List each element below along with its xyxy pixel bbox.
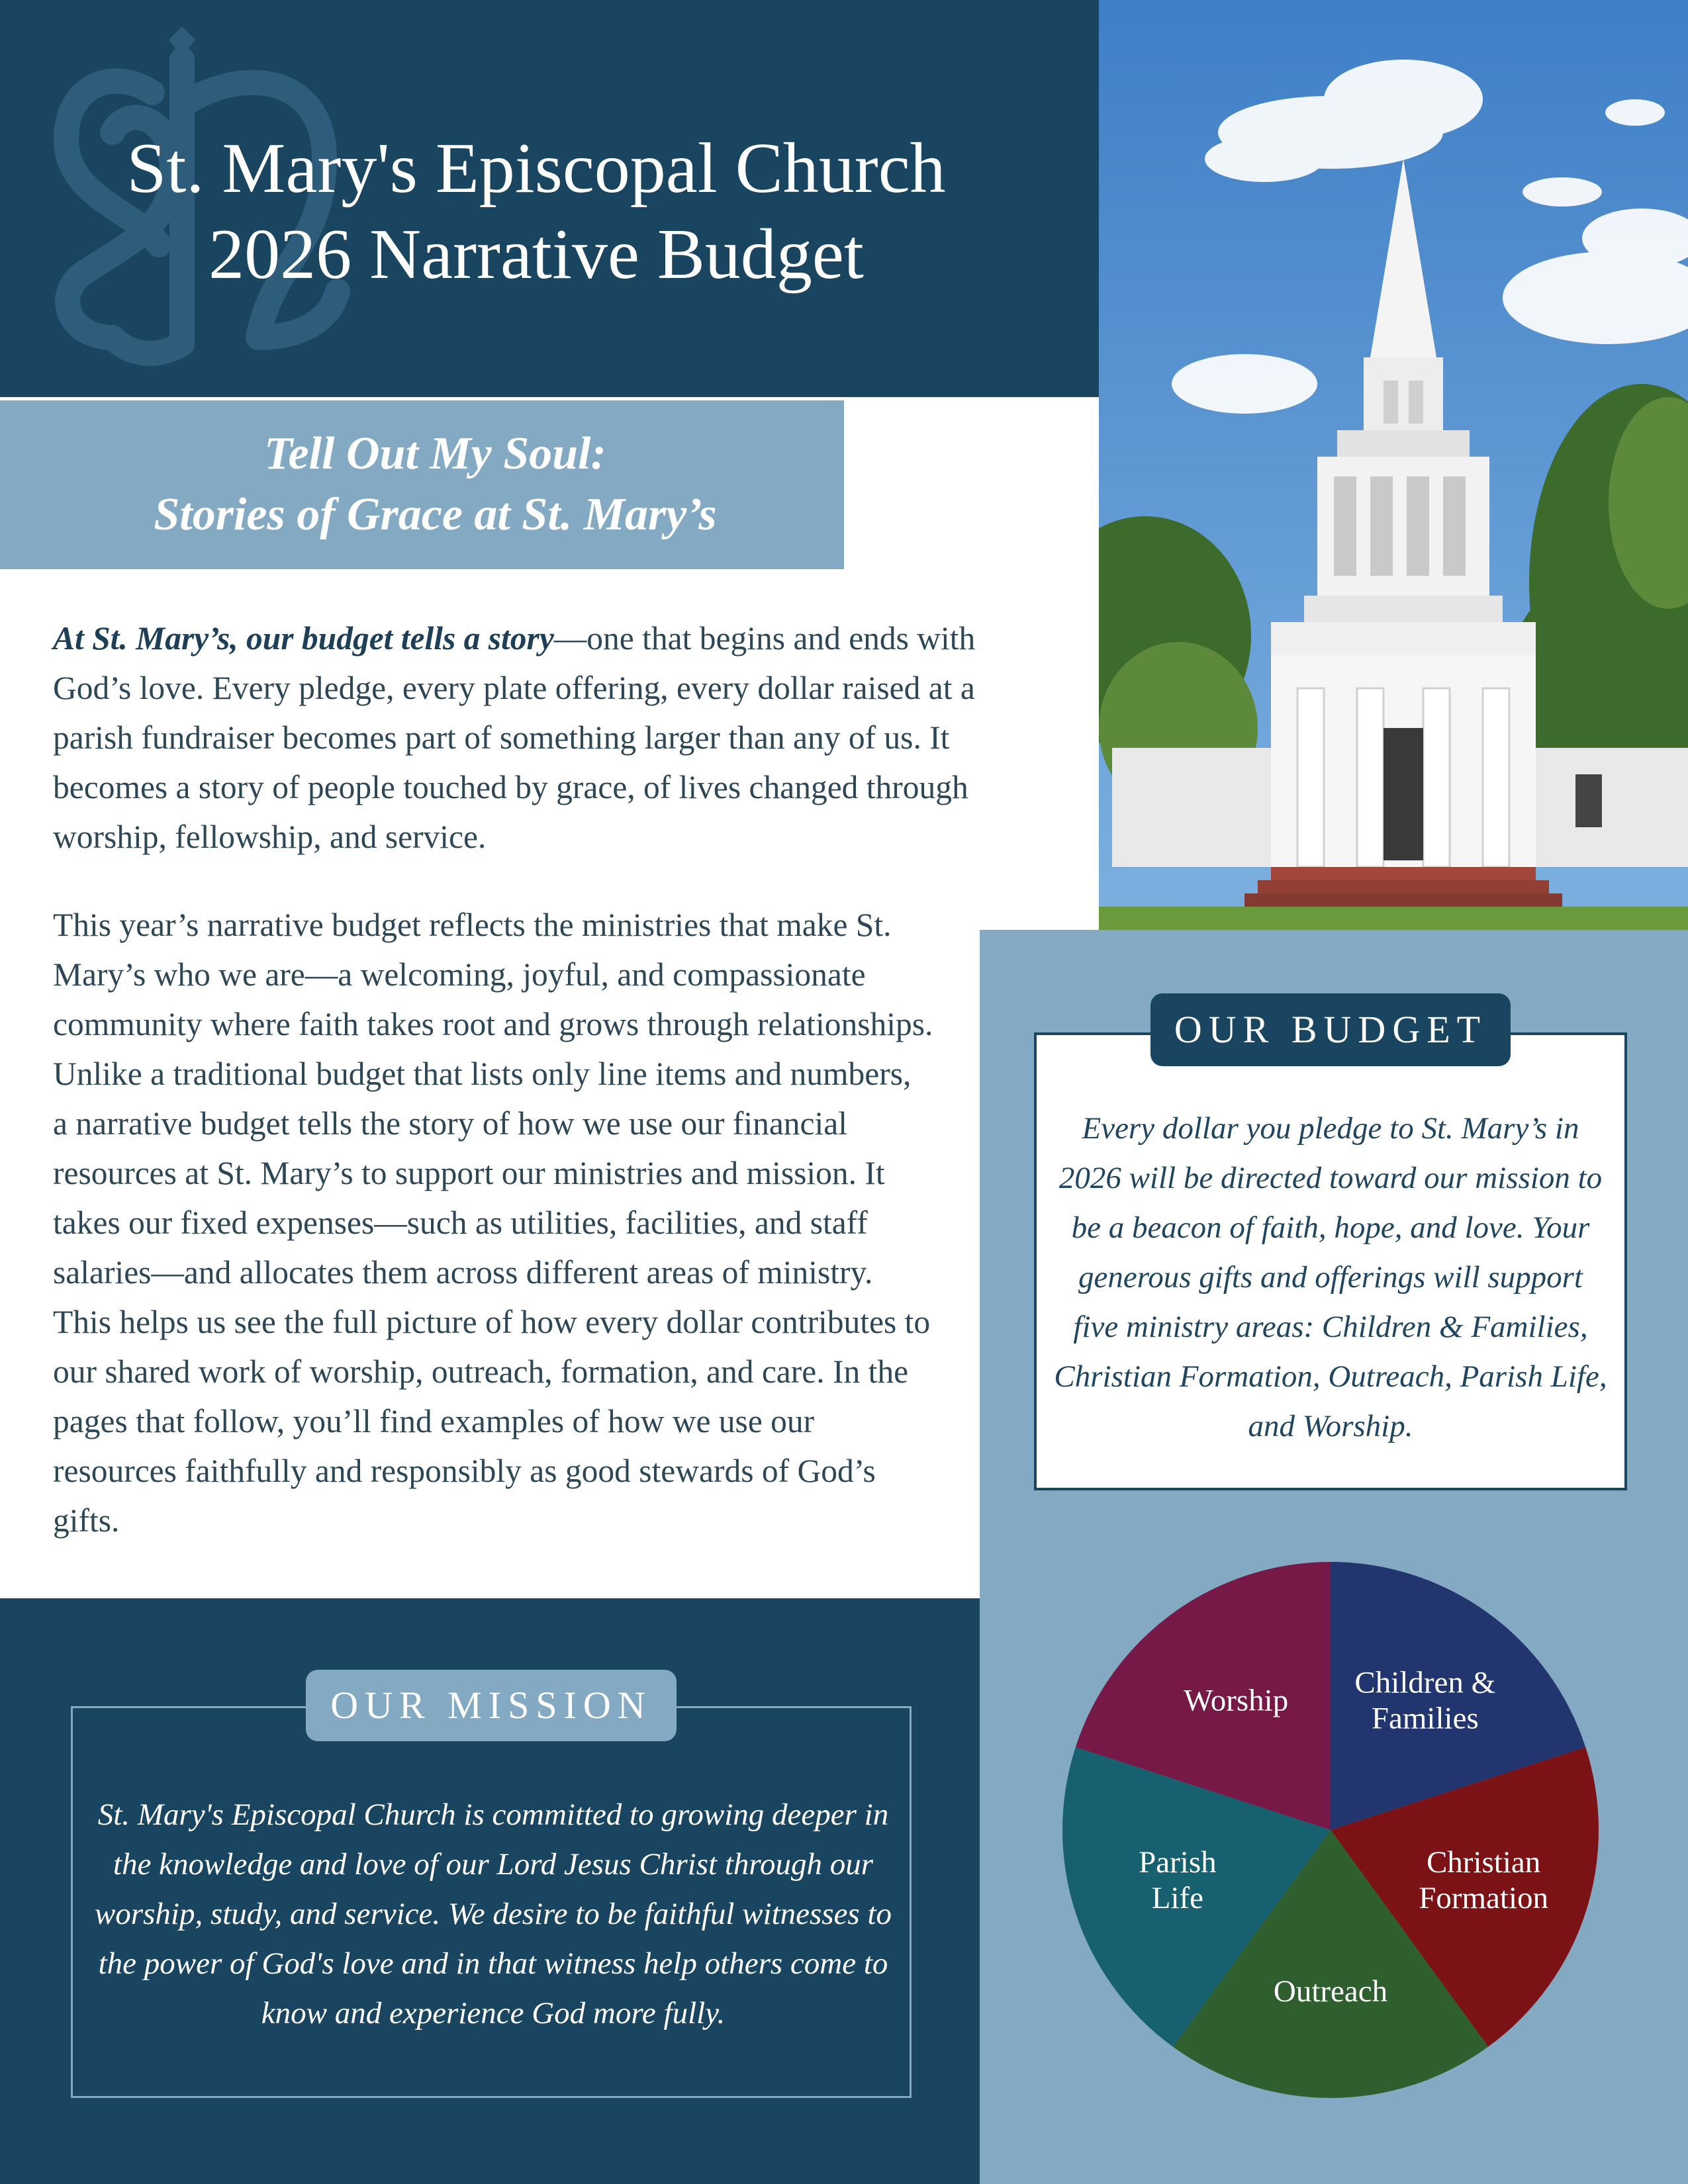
subtitle <box>0 424 870 545</box>
intro-lead: At St. Mary’s, our budget tells a story <box>53 620 554 657</box>
narrative-paragraph: This year’s narrative budget reflects the ministries that make St. Mary’s who we are—a welcoming, joyful, and compassionate community where faith takes root and grows through relationships. Unlike a traditional budget that lists only line items and numbers, a narrative budget tells the story of how we use our financial resources at St. Mary’s to support our ministries and mission. It takes our fixed expenses—such as utilities, facilities, and staff salaries—and allocates them across different areas of ministry. This helps us see the full picture of how every dollar contributes to our shared work of worship, outreach, formation, and care. In the pages that follow, you’ll find examples of how we use our resources faithfully and responsibly as good stewards of God’s gifts. <box>53 907 933 1539</box>
budget-text: Every dollar you pledge to St. Mary’s in 2026 will be directed toward our mission to be a beacon of faith, hope, and love. Your generous gifts and offerings will support five ministry areas: Children & Families, Christian Formation, Outreach, Parish Life, and Worship. <box>1054 1111 1607 1443</box>
mission-heading: OUR MISSION <box>306 1670 677 1741</box>
title-line-2: 2026 Narrative Budget <box>209 215 864 294</box>
pie-label-worship: Worship <box>1184 1683 1289 1718</box>
page-title <box>0 126 1072 298</box>
pie-label-christian-formation: Christian Formation <box>1419 1845 1549 1916</box>
subtitle-line-2: Stories of Grace at St. Mary’s <box>154 489 717 540</box>
title-line-1: St. Mary's Episcopal Church <box>126 129 946 208</box>
pie-label-outreach: Outreach <box>1273 1974 1388 2009</box>
budget-heading: OUR BUDGET <box>1150 993 1511 1066</box>
pie-label-parish-life: Parish Life <box>1139 1845 1217 1916</box>
ministry-pie-chart <box>1059 1559 1602 2101</box>
mission-text: St. Mary's Episcopal Church is committed to growing deeper in the knowledge and love of our Lord Jesus Christ through our worship, study, and service. We desire to be faithful witnesses to the power of God's love and in that witness help others come to know and experience God more fully. <box>94 1797 892 2030</box>
pie-label-children-families: Children & Families <box>1354 1665 1496 1736</box>
church-photo <box>1099 0 1688 930</box>
subtitle-line-1: Tell Out My Soul: <box>264 428 606 479</box>
intro-paragraph-text: —one that begins and ends with God’s love. Every pledge, every plate offering, every dollar raised at a parish fundraiser becomes part of something larger than any of us. It becomes a story of people touched by grace, of lives changed through worship, fellowship, and service. <box>53 620 976 855</box>
intro-paragraph <box>53 614 1019 862</box>
